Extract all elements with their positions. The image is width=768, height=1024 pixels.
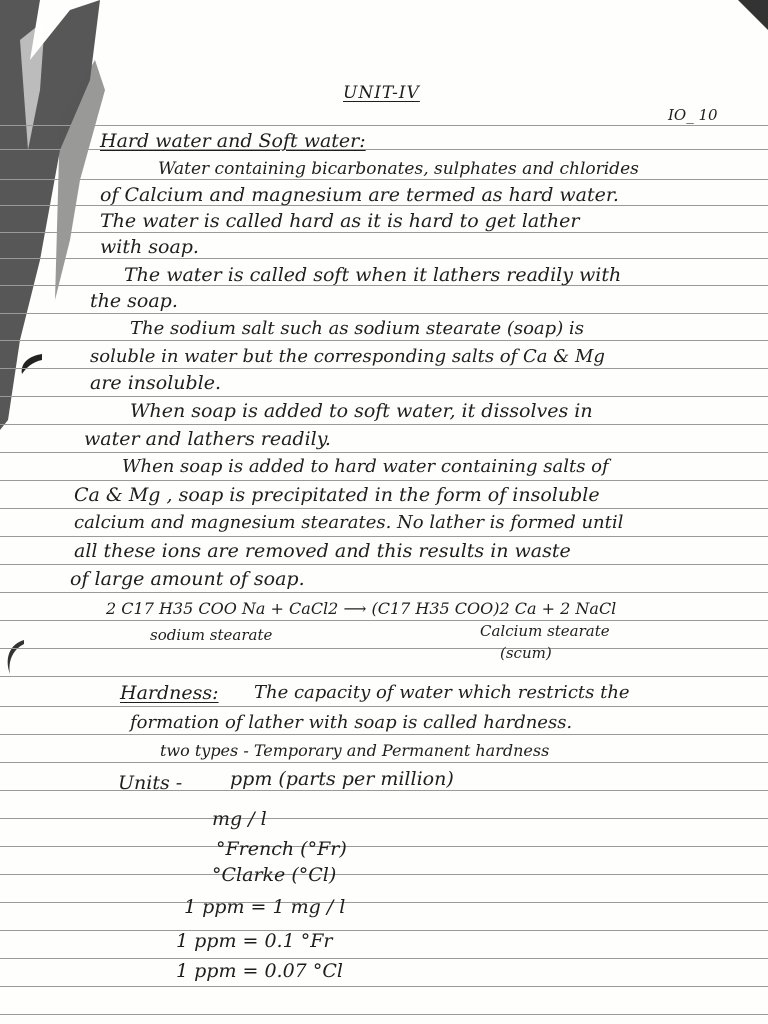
reaction-equation: 2 C17 H35 COO Na + CaCl2 ⟶ (C17 H35 COO)2 Ca + 2 NaCl	[106, 599, 617, 618]
unit-item: ppm (parts per million)	[230, 768, 454, 790]
ruled-line	[0, 564, 768, 565]
text-line: with soap.	[100, 236, 199, 258]
text-line: calcium and magnesium stearates. No lather is formed until	[74, 512, 624, 533]
ruled-line	[0, 902, 768, 903]
text-line: When soap is added to hard water containing salts of	[122, 456, 609, 477]
ruled-line	[0, 648, 768, 649]
ruled-line	[0, 424, 768, 425]
text-line: of Calcium and magnesium are termed as hard water.	[100, 184, 619, 206]
hardness-types: two types - Temporary and Permanent hardness	[160, 741, 550, 760]
hardness-definition: formation of lather with soap is called hardness.	[130, 712, 573, 733]
text-line: soluble in water but the corresponding salts of Ca & Mg	[90, 346, 605, 367]
ruled-line	[0, 676, 768, 677]
conversion-item: 1 ppm = 1 mg / l	[184, 896, 346, 918]
ruled-line	[0, 340, 768, 341]
text-line: all these ions are removed and this results in waste	[74, 540, 571, 562]
section-heading-hardness: Hardness:	[120, 682, 219, 704]
conversion-item: 1 ppm = 0.1 °Fr	[176, 930, 333, 952]
ruled-line	[0, 986, 768, 987]
ruled-line	[0, 480, 768, 481]
ruled-line	[0, 232, 768, 233]
reactant-label: sodium stearate	[150, 626, 273, 644]
ruled-line	[0, 930, 768, 931]
ruled-line	[0, 592, 768, 593]
unit-title: UNIT-IV	[343, 83, 420, 103]
text-line: Ca & Mg , soap is precipitated in the form of insoluble	[74, 484, 600, 506]
units-label: Units -	[118, 772, 183, 794]
ruled-line	[0, 818, 768, 819]
text-line: the soap.	[90, 290, 178, 312]
unit-item: mg / l	[212, 808, 267, 830]
hardness-definition: The capacity of water which restricts the	[254, 682, 630, 703]
ruled-line	[0, 258, 768, 259]
punch-mark-1	[18, 350, 46, 378]
ruled-line	[0, 706, 768, 707]
ruled-line	[0, 958, 768, 959]
ruled-line	[0, 734, 768, 735]
punch-mark-2	[2, 638, 30, 678]
text-line: are insoluble.	[90, 372, 222, 394]
ruled-line	[0, 396, 768, 397]
product-label: Calcium stearate	[480, 622, 610, 640]
ruled-line	[0, 313, 768, 314]
unit-item: °French (°Fr)	[216, 838, 347, 860]
ruled-line	[0, 620, 768, 621]
ruled-line	[0, 846, 768, 847]
page-date: IO_ 10	[668, 106, 718, 124]
text-line: water and lathers readily.	[84, 428, 331, 450]
ruled-line	[0, 125, 768, 126]
ruled-line	[0, 762, 768, 763]
text-line: The sodium salt such as sodium stearate (soap) is	[130, 318, 584, 339]
product-note: (scum)	[500, 644, 552, 662]
ruled-line	[0, 790, 768, 791]
text-line: The water is called hard as it is hard to get lather	[100, 210, 580, 232]
ruled-line	[0, 874, 768, 875]
ruled-line	[0, 536, 768, 537]
conversion-item: 1 ppm = 0.07 °Cl	[176, 960, 343, 982]
text-line: of large amount of soap.	[70, 568, 305, 590]
corner-shadow	[728, 0, 768, 40]
ruled-line	[0, 508, 768, 509]
text-line: The water is called soft when it lathers readily with	[124, 264, 622, 286]
ruled-line	[0, 368, 768, 369]
unit-item: °Clarke (°Cl)	[212, 864, 337, 886]
section-heading-hard-soft: Hard water and Soft water:	[100, 130, 366, 152]
text-line: When soap is added to soft water, it dissolves in	[130, 400, 593, 422]
ruled-line	[0, 452, 768, 453]
text-line: Water containing bicarbonates, sulphates and chlorides	[158, 159, 639, 179]
ruled-line	[0, 1014, 768, 1015]
